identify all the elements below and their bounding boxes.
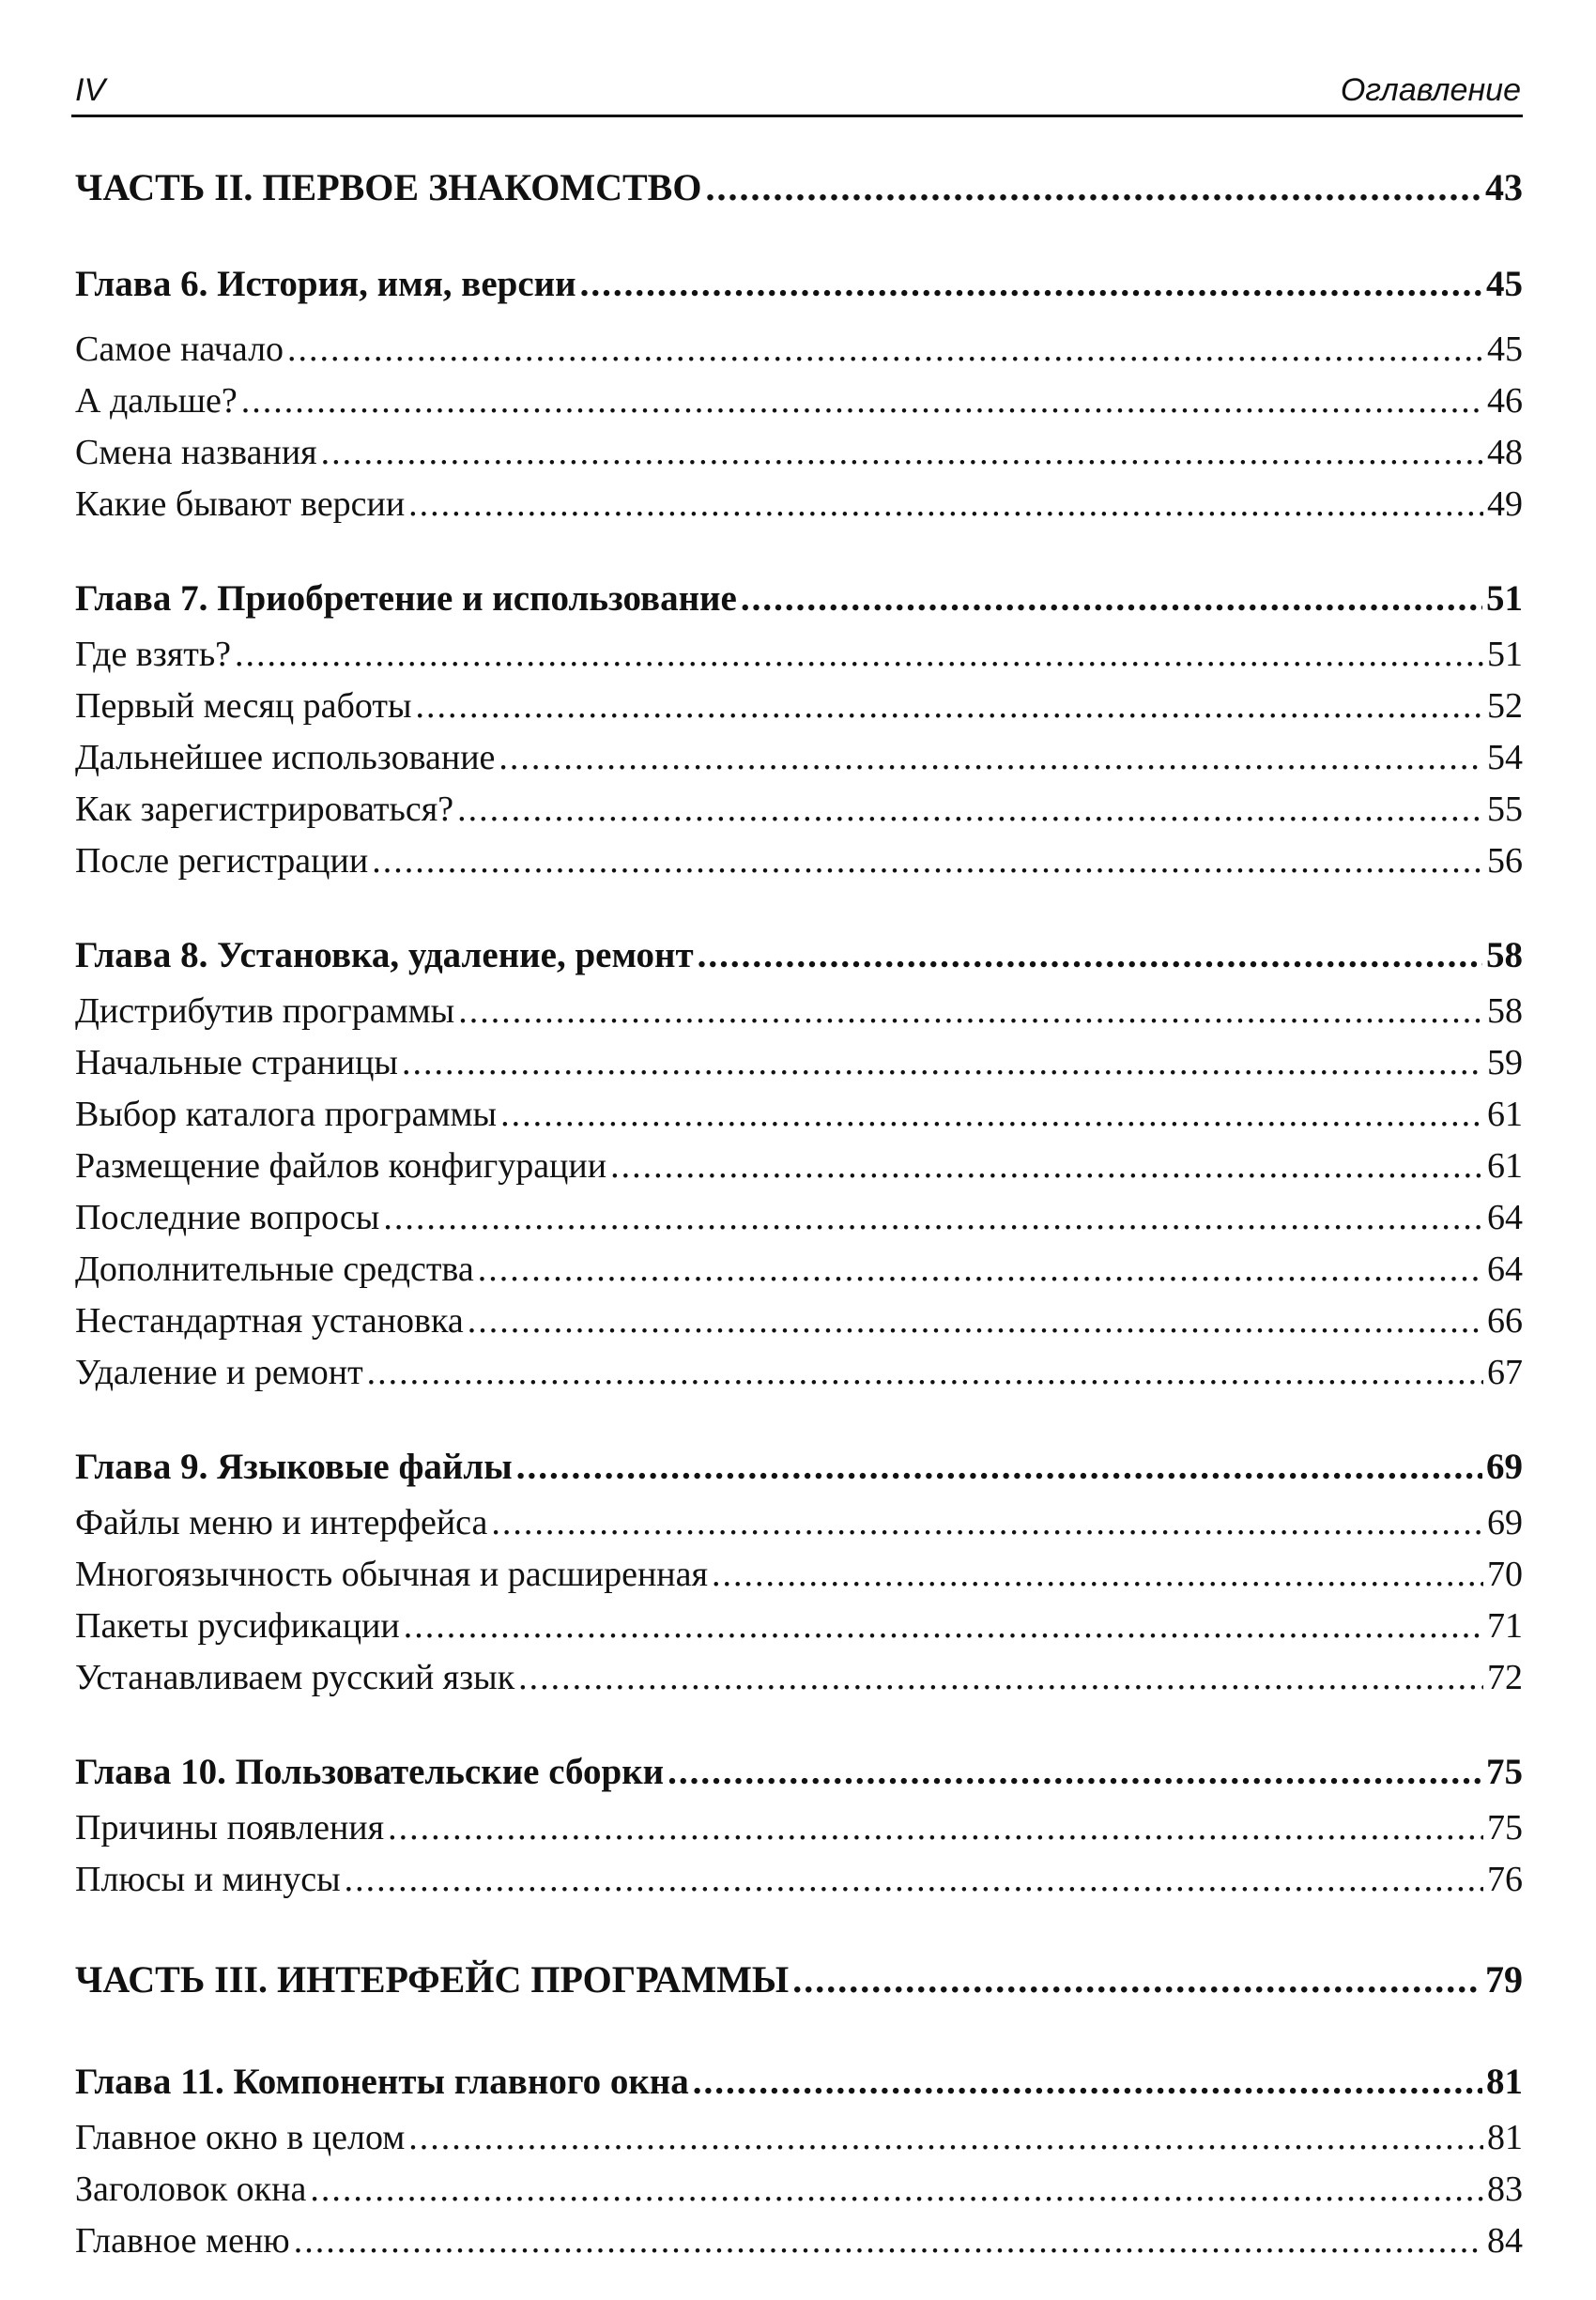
toc-entry-title: Глава 9. Языковые файлы [75, 1447, 513, 1487]
dot-leader [610, 1145, 1483, 1187]
toc-entry-page-number: 67 [1487, 1353, 1523, 1392]
dot-leader [367, 1352, 1483, 1393]
dot-leader [310, 2169, 1483, 2210]
toc-entry-page-number: 75 [1487, 1808, 1523, 1848]
toc-entry-page-number: 46 [1487, 381, 1523, 421]
toc-entry-title: Главное окно в целом [75, 2118, 406, 2157]
toc-section-entry [75, 737, 1523, 778]
dot-leader [408, 483, 1483, 525]
toc-part-entry [75, 1957, 1523, 2001]
page-header [71, 68, 1523, 117]
dot-leader [668, 1751, 1482, 1793]
toc-entry-title: Смена названия [75, 433, 317, 472]
dot-leader [294, 2220, 1483, 2262]
dot-leader [372, 840, 1483, 882]
toc-entry-page-number: 61 [1487, 1146, 1523, 1186]
dot-leader [491, 1502, 1483, 1543]
toc-section-entry [75, 1605, 1523, 1647]
toc-section-entry [75, 1094, 1523, 1135]
toc-section-entry [75, 1859, 1523, 1900]
toc-entry-title: Пакеты русификации [75, 1606, 400, 1646]
toc-entry-title: Многоязычность обычная и расширенная [75, 1555, 708, 1594]
toc-entry-title: Глава 11. Компоненты главного окна [75, 2062, 689, 2102]
toc-entry-title: Самое начало [75, 330, 284, 369]
toc-section-entry [75, 1657, 1523, 1698]
toc-entry-page-number: 49 [1487, 484, 1523, 524]
toc-section-entry [75, 380, 1523, 422]
toc-section-entry [75, 685, 1523, 727]
toc-entry-title: Размещение файлов конфигурации [75, 1146, 607, 1186]
toc-entry-page-number: 58 [1487, 991, 1523, 1031]
toc-entry-title: ЧАСТЬ III. ИНТЕРФЕЙС ПРОГРАММЫ [75, 1958, 790, 2001]
toc-section-entry [75, 789, 1523, 830]
toc-section-entry [75, 1502, 1523, 1543]
dot-leader [500, 1094, 1483, 1135]
dot-leader [408, 2117, 1483, 2158]
toc-entry-title: Начальные страницы [75, 1043, 398, 1082]
toc-section-entry [75, 1249, 1523, 1290]
toc-section-entry [75, 1807, 1523, 1848]
toc-section-entry [75, 329, 1523, 370]
toc-entry-page-number: 64 [1487, 1198, 1523, 1237]
toc-entry-title: Файлы меню и интерфейса [75, 1503, 488, 1542]
toc-entry-page-number: 79 [1485, 1958, 1523, 2001]
toc-entry-title: Дальнейшее использование [75, 738, 496, 777]
toc-entry-page-number: 69 [1487, 1503, 1523, 1542]
toc-entry-title: Глава 6. История, имя, версии [75, 264, 576, 304]
toc-section-entry [75, 483, 1523, 525]
toc-entry-page-number: 43 [1485, 166, 1523, 208]
toc-entry-page-number: 59 [1487, 1043, 1523, 1082]
toc-entry-page-number: 70 [1487, 1555, 1523, 1594]
toc-entry-page-number: 55 [1487, 790, 1523, 829]
toc-entry-title: Глава 7. Приобретение и использование [75, 578, 737, 619]
toc-entry-title: Дополнительные средства [75, 1250, 474, 1289]
running-title: Оглавление [1340, 72, 1521, 108]
toc-entry-title: Первый месяц работы [75, 686, 412, 726]
dot-leader [287, 329, 1483, 370]
toc-chapter-entry [75, 577, 1523, 620]
toc-entry-title: После регистрации [75, 841, 369, 881]
dot-leader [235, 634, 1483, 675]
toc-chapter-entry [75, 1446, 1523, 1488]
toc-section-entry [75, 1145, 1523, 1187]
toc-entry-title: ЧАСТЬ II. ПЕРВОЕ ЗНАКОМСТВО [75, 166, 702, 208]
toc-entry-page-number: 83 [1487, 2170, 1523, 2209]
toc-entry-title: Заголовок окна [75, 2170, 307, 2209]
toc-entry-title: Дистрибутив программы [75, 991, 455, 1031]
toc-section-entry [75, 1197, 1523, 1238]
toc-section-entry [75, 1554, 1523, 1595]
toc-entry-title: Причины появления [75, 1808, 385, 1848]
toc-entry-title: Плюсы и минусы [75, 1860, 341, 1899]
dot-leader [712, 1554, 1483, 1595]
toc-section-entry [75, 2169, 1523, 2210]
dot-leader [383, 1197, 1483, 1238]
dot-leader [516, 1446, 1482, 1488]
toc-entry-page-number: 81 [1486, 2062, 1523, 2102]
dot-leader [388, 1807, 1483, 1848]
dot-leader [741, 577, 1482, 620]
dot-leader [518, 1657, 1483, 1698]
toc-entry-page-number: 45 [1486, 264, 1523, 304]
toc-entry-page-number: 52 [1487, 686, 1523, 726]
toc-entry-title: Глава 8. Установка, удаление, ремонт [75, 935, 694, 975]
dot-leader [580, 263, 1482, 305]
toc-section-entry [75, 2220, 1523, 2262]
toc-entry-title: Выбор каталога программы [75, 1095, 498, 1134]
toc-entry-page-number: 84 [1487, 2221, 1523, 2261]
toc-section-entry [75, 1042, 1523, 1083]
page-number: IV [75, 72, 106, 108]
toc-entry-page-number: 66 [1487, 1301, 1523, 1341]
toc-entry-title: Нестандартная установка [75, 1301, 464, 1341]
dot-leader [693, 2061, 1482, 2103]
toc-chapter-entry [75, 2061, 1523, 2103]
dot-leader [345, 1859, 1483, 1900]
toc-chapter-entry [75, 1751, 1523, 1793]
dot-leader [241, 380, 1483, 422]
toc-entry-title: Какие бывают версии [75, 484, 406, 524]
dot-leader [321, 432, 1483, 473]
toc-entry-page-number: 56 [1487, 841, 1523, 881]
toc-entry-page-number: 58 [1486, 935, 1523, 975]
toc-section-entry [75, 1352, 1523, 1393]
toc-entry-page-number: 75 [1486, 1752, 1523, 1792]
dot-leader [457, 789, 1483, 830]
toc-entry-page-number: 48 [1487, 433, 1523, 472]
toc-entry-page-number: 76 [1487, 1860, 1523, 1899]
toc-entry-page-number: 81 [1487, 2118, 1523, 2157]
toc-section-entry [75, 634, 1523, 675]
dot-leader [478, 1249, 1483, 1290]
toc-entry-page-number: 51 [1487, 635, 1523, 674]
toc-section-entry [75, 840, 1523, 882]
dot-leader [499, 737, 1483, 778]
dot-leader [416, 685, 1484, 727]
toc-entry-title: Устанавливаем русский язык [75, 1658, 515, 1697]
toc-entry-page-number: 54 [1487, 738, 1523, 777]
toc-entry-title: Как зарегистрироваться? [75, 790, 454, 829]
toc-part-entry [75, 165, 1523, 209]
toc-entry-page-number: 69 [1486, 1447, 1523, 1487]
toc-entry-title: Удаление и ремонт [75, 1353, 363, 1392]
toc-section-entry [75, 990, 1523, 1032]
toc-entry-title: Где взять? [75, 635, 232, 674]
toc-section-entry [75, 2117, 1523, 2158]
toc-entry-page-number: 64 [1487, 1250, 1523, 1289]
toc-section-entry [75, 1300, 1523, 1342]
dot-leader [792, 1957, 1481, 2001]
toc-entry-page-number: 61 [1487, 1095, 1523, 1134]
dot-leader [404, 1605, 1483, 1647]
toc-entry-title: А дальше? [75, 381, 238, 421]
toc-section-entry [75, 432, 1523, 473]
dot-leader [458, 990, 1483, 1032]
dot-leader [698, 934, 1482, 976]
toc-entry-title: Последние вопросы [75, 1198, 380, 1237]
toc-entry-page-number: 51 [1486, 578, 1523, 619]
dot-leader [468, 1300, 1483, 1342]
toc-chapter-entry [75, 263, 1523, 305]
toc-entry-page-number: 72 [1487, 1658, 1523, 1697]
toc-entry-title: Главное меню [75, 2221, 290, 2261]
toc-entry-title: Глава 10. Пользовательские сборки [75, 1752, 665, 1792]
dot-leader [705, 165, 1481, 209]
toc-entry-page-number: 45 [1487, 330, 1523, 369]
toc-chapter-entry [75, 934, 1523, 976]
toc-entry-page-number: 71 [1487, 1606, 1523, 1646]
dot-leader [402, 1042, 1483, 1083]
